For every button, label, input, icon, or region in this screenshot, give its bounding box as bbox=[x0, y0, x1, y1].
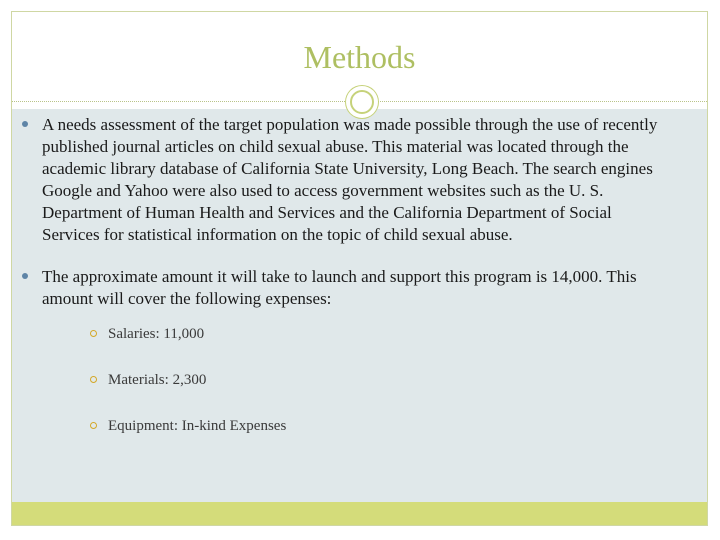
bullet-icon bbox=[22, 273, 28, 279]
bullet-text: A needs assessment of the target population was made possible through the use of recently published journal articles on child sexual abuse. This material was located through the academic library database of California State University, Long Beach. The search engines Google and Yahoo were also used to access government websites such as the U. S. Department of Human Health and Services and the California Department of Social Services for statistical information on the topic of child sexual abuse. bbox=[42, 115, 658, 244]
sub-bullet-text: Materials: 2,300 bbox=[108, 372, 207, 388]
sub-bullet-materials bbox=[22, 370, 672, 390]
slide-title: Methods bbox=[303, 39, 416, 75]
sub-bullet-equipment bbox=[22, 416, 672, 436]
bullet-item-program-cost bbox=[22, 266, 672, 310]
footer-bar bbox=[12, 502, 707, 525]
ring-bullet-icon bbox=[90, 376, 97, 383]
ring-bullet-icon bbox=[90, 422, 97, 429]
ring-bullet-icon bbox=[90, 330, 97, 337]
circle-ornament-icon bbox=[350, 90, 374, 114]
sub-bullet-salaries bbox=[22, 324, 672, 344]
bullet-item-needs-assessment bbox=[22, 114, 672, 246]
expense-items bbox=[22, 324, 672, 436]
sub-bullet-text: Salaries: 11,000 bbox=[108, 326, 205, 342]
content-list bbox=[22, 114, 672, 462]
bullet-text: The approximate amount it will take to launch and support this program is 14,000. This amount will cover the following expenses: bbox=[42, 267, 637, 308]
bullet-icon bbox=[22, 121, 28, 127]
sub-bullet-text: Equipment: In-kind Expenses bbox=[108, 418, 287, 434]
title-area bbox=[12, 12, 707, 101]
